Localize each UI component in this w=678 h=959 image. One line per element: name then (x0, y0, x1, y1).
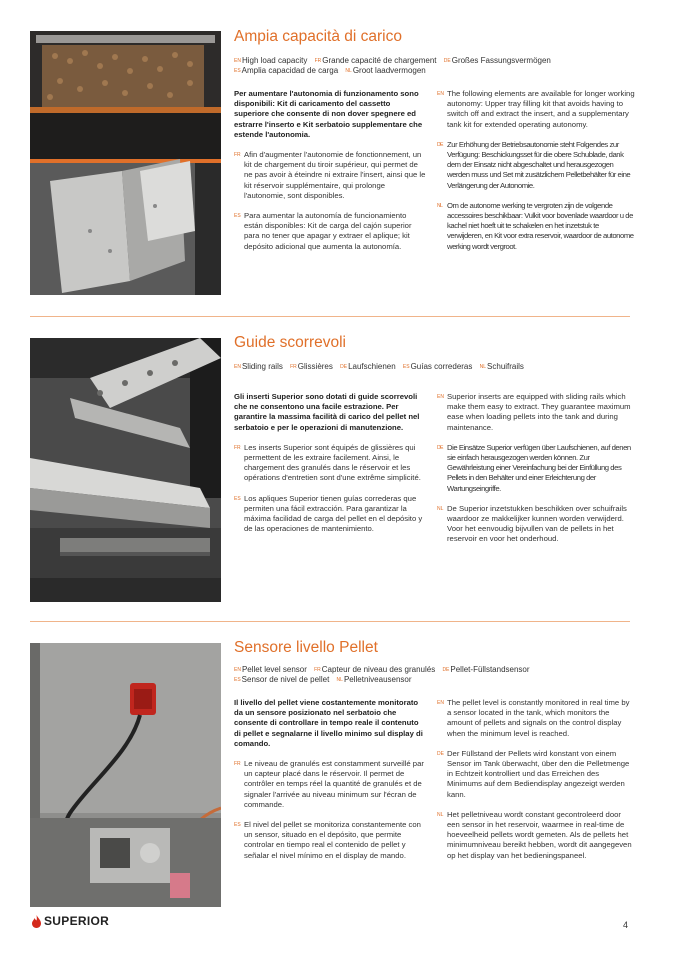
text-nl: NL De Superior inzetstukken beschikken over schuifrails waardoor ze makkelijker kunnen worden verwijderd. Voor het eenvoudig bijvullen van de pellets in het reservoir en voor het onderhoud. (437, 503, 627, 544)
section-title: Sensore livello Pellet (234, 639, 378, 656)
section-title: Guide scorrevoli (234, 334, 346, 351)
tag-en: $^{EN}$Sliding rails (234, 362, 283, 371)
photo-pellet-sensor (30, 643, 221, 907)
brand-logo (32, 914, 109, 928)
tag-de: $^{DE}$Pellet-Füllstandsensor (442, 665, 530, 674)
text-fr: FR Le niveau de granulés est constamment surveillé par un capteur placé dans le réservoir. Il permet de contrôler en temps réel la quantité de granulés et de signaler l'arrivée au niveau minimum sur l'écran de commande. (234, 759, 424, 809)
text-en: EN The following elements are available for longer working autonomy: Upper tray filling kit that avoids having to switch off and extract the insert, and a supplementary tank kit for extended operating autonomy. (437, 89, 635, 129)
left-column (234, 89, 426, 262)
tag-nl: $^{NL}$Pelletniveausensor (336, 675, 412, 684)
text-nl: NL Om de autonome werking te vergroten zijn de volgende accessoires beschikbaar: Vulkit voor bovenlade waardoor u de kachel niet hoeft uit te schakelen en het inzetstuk te verwijderen, en Kit voor extra reservoir, waardoor de autonome werking wordt vergroot. (437, 200, 634, 251)
brand-name: SUPERIOR (44, 914, 110, 928)
tag-es: $^{ES}$Amplia capacidad de carga (234, 66, 339, 75)
tag-fr: $^{FR}$Grande capacité de chargement (314, 56, 437, 65)
language-tags (234, 665, 634, 685)
text-de: DE Die Einsätze Superior verfügen über Laufschienen, auf denen sie einfach herausgezogen werden können. Zur Gewährleistung einer Vereinfachung bei der Einfüllung des Pellets in den Behälter und einer Erleichterung der Wartungseingriffe. (437, 442, 631, 493)
tag-nl: $^{NL}$Schuifrails (479, 362, 524, 371)
language-tags (234, 56, 634, 76)
section-divider (30, 621, 630, 622)
section-divider (30, 316, 630, 317)
left-column (234, 392, 426, 544)
text-es: ES Los apliques Superior tienen guías correderas que permiten una fácil extracción. Para garantizar la máxima facilidad de carga del pellet en el depósito y de las operaciones de mantenimiento. (234, 493, 423, 534)
text-de: DE Der Füllstand der Pellets wird konstant von einem Sensor im Tank überwacht, über den die Pelletmenge in Echtzeit kontrolliert und das Erreichen des Minimums auf dem Bediendisplay angezeigt werden kann. (437, 748, 630, 799)
intro-text: Il livello del pellet viene costantemente monitorato da un sensore posizionato nel serbatoio che consente di controllare in tempo reale il contenuto di pellet e segnalarne il livello minimo sul display di comando. (234, 698, 423, 748)
text-fr: FR Les inserts Superior sont équipés de glissières qui permettent de les extraire facilement. Ainsi, le chargement des granulés dans le réservoir et les opérations d'entretien sont d'une extrême simplicité. (234, 442, 421, 483)
right-column (437, 89, 635, 262)
right-column (437, 392, 635, 555)
text-en: EN Superior inserts are equipped with sliding rails which make them easy to extract. They guarantee maximum ease when loading pellets into the tank and during maintenance. (437, 392, 631, 432)
text-fr: FR Afin d'augmenter l'autonomie de fonctionnement, un kit de chargement du tiroir supérieur, qui permet de ne pas avoir à éteindre ni extraire l'insert, ainsi que le kit réservoir supplémentaire, qui prolonge l'autonomie, sont disponibles. (234, 150, 426, 200)
tag-de: $^{DE}$Großes Fassungsvermögen (443, 56, 551, 65)
text-es: ES Para aumentar la autonomía de funcionamiento están disponibles: Kit de carga del cajón superior para no tener que apagar y extraer el aplique; kit depósito adicional que aumenta la autonomía. (234, 211, 412, 251)
text-en: EN The pellet level is constantly monitored in real time by a sensor located in the tank, which monitors the amount of pellets and signals on the control display when the minimum level is reached. (437, 698, 630, 738)
text-es: ES El nivel del pellet se monitoriza constantemente con un sensor, situado en el depósito, que permite controlar en tiempo real el contenido de pellet y señalar el nivel mínimo en el display de mando. (234, 820, 421, 860)
tag-en: $^{EN}$Pellet level sensor (234, 665, 307, 674)
tag-en: $^{EN}$High load capacity (234, 56, 308, 65)
photo-pellet-tray (30, 31, 221, 295)
text-nl: NL Het pelletniveau wordt constant gecontroleerd door een sensor in het reservoir, waarmee in real-time de hoeveelheid pellets wordt gemeten. Als de pellets het minimumniveau bereikt hebben, wordt dit aangegeven op het display van het bedieningspaneel. (437, 809, 632, 860)
right-column (437, 698, 635, 871)
left-column (234, 698, 426, 871)
page-number: 4 (622, 920, 628, 930)
tag-es: $^{ES}$Sensor de nivel de pellet (234, 675, 330, 684)
section-title: Ampia capacità di carico (234, 28, 402, 45)
tag-es: $^{ES}$Guías correderas (402, 362, 473, 371)
tag-de: $^{DE}$Laufschienen (340, 362, 396, 371)
intro-text: Per aumentare l'autonomia di funzionamento sono disponibili: Kit di caricamento del cassetto superiore che consente di non dover spegnere ed estrarre l'inserto e Kit serbatoio supplementare che estende l'autonomia. (234, 89, 423, 139)
language-tags (234, 362, 634, 372)
photo-sliding-rails (30, 338, 221, 602)
flame-icon (32, 915, 41, 928)
tag-nl: $^{NL}$Groot laadvermogen (345, 66, 426, 75)
tag-fr: $^{FR}$Glissières (290, 362, 333, 371)
tag-fr: $^{FR}$Capteur de niveau des granulés (314, 665, 436, 674)
intro-text: Gli inserti Superior sono dotati di guide scorrevoli che ne consentono una facile estrazione. Per garantire la massima facilità di carico del pellet nel serbatoio e per le operazioni di manutenzione. (234, 392, 420, 432)
text-de: DE Zur Erhöhung der Betriebsautonomie steht Folgendes zur Verfügung: Beschickungsset für die obere Schublade, dank dem der Einsatz nicht abgeschaltet und herausgezogen werden muss und Set mit zusätzlichem Pelletbehälter für eine Verlängerung der Autonomie. (437, 139, 631, 190)
